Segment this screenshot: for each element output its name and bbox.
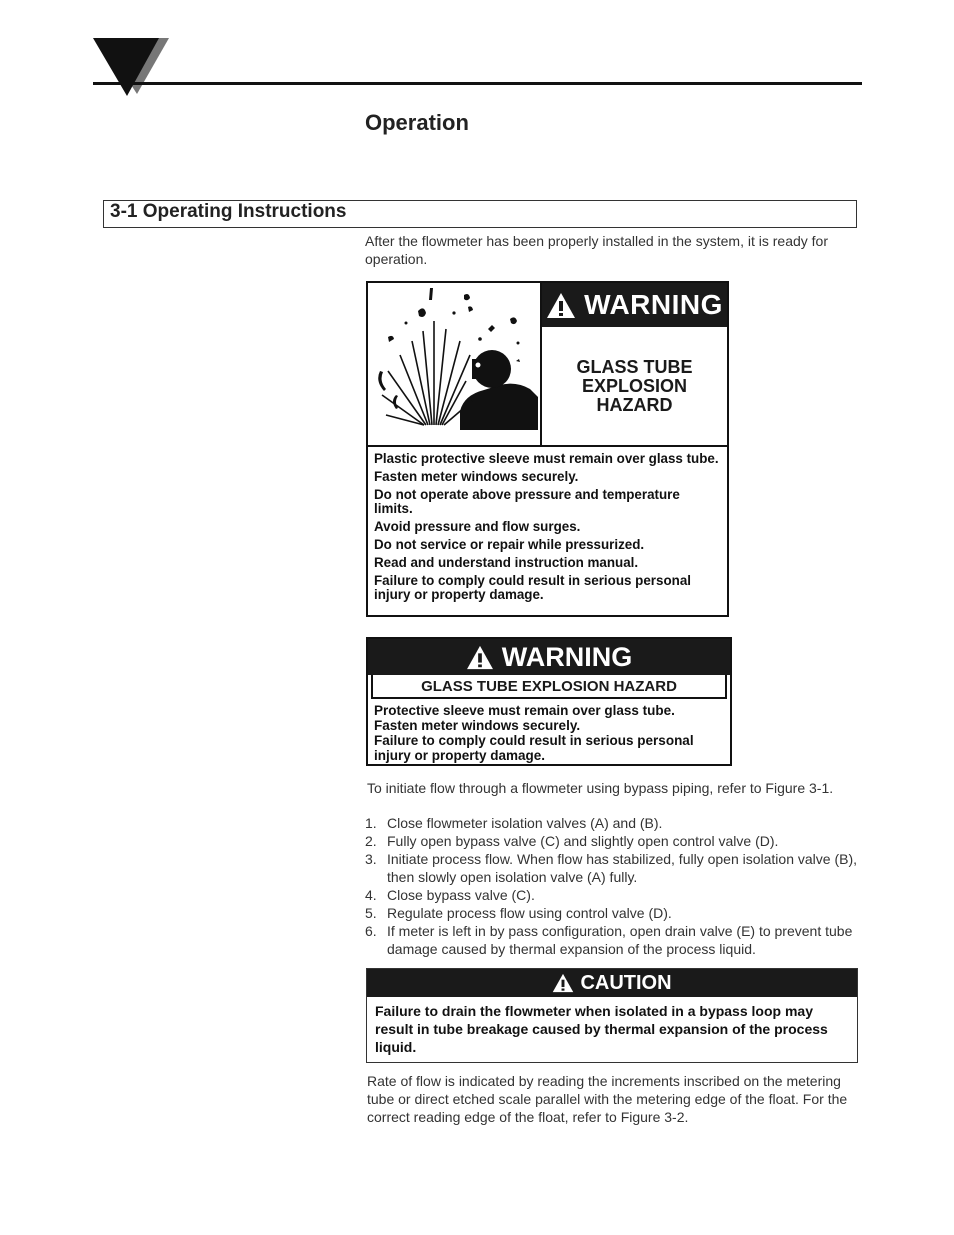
list-item: [365, 832, 860, 850]
step-text: Initiate process flow. When flow has stabilized, fully open isolation valve (B), then slowly open isolation valve (A) fully.: [387, 851, 858, 885]
flow-rate-paragraph: Rate of flow is indicated by reading the increments inscribed on the metering tube or direct etched scale parallel with the metering edge of the float. For the correct reading edge of the float, refer to Figure 3-2.: [367, 1073, 848, 1125]
caution-heading: CAUTION: [580, 971, 672, 994]
warning-heading: WARNING: [501, 641, 633, 672]
triangle-logo-icon: [93, 36, 169, 98]
warning-triangle-icon: [466, 645, 494, 670]
warning-triangle-icon: [546, 292, 576, 319]
caution-text: Failure to drain the flowmeter when isolated in a bypass loop may result in tube breakage caused by thermal expansion of the process liquid.: [375, 1003, 828, 1055]
warning-heading: WARNING: [584, 289, 723, 320]
warning-item: Do not operate above pressure and temperature limits.: [374, 487, 680, 516]
section-title: 3-1 Operating Instructions: [110, 201, 347, 222]
step-text: Close flowmeter isolation valves (A) and (B).: [387, 815, 663, 831]
step-number: 2.: [365, 833, 377, 849]
warning-line: Failure to comply could result in serious personal injury or property damage.: [374, 733, 694, 763]
hazard-text: GLASS TUBE EXPLOSION HAZARD: [576, 356, 693, 415]
procedure-steps: [365, 814, 860, 958]
warning-item: Failure to comply could result in serious personal injury or property damage.: [374, 573, 691, 602]
caution-box: [366, 968, 858, 1063]
step-text: If meter is left in by pass configuration, open drain valve (E) to prevent tube damage caused by thermal expansion of the process liquid.: [387, 923, 853, 957]
step-text: Fully open bypass valve (C) and slightly open control valve (D).: [387, 833, 779, 849]
warning-line: Fasten meter windows securely.: [374, 718, 581, 733]
warning-label-small: [366, 637, 732, 766]
warning-line: Protective sleeve must remain over glass tube.: [374, 703, 675, 718]
step-number: 5.: [365, 905, 377, 921]
step-text: Regulate process flow using control valve (D).: [387, 905, 672, 921]
caution-triangle-icon: [552, 973, 574, 993]
step-number: 3.: [365, 851, 377, 867]
list-item: [365, 814, 860, 832]
chapter-title: Operation: [365, 110, 469, 135]
warning-item: Fasten meter windows securely.: [374, 469, 579, 484]
warning-header: [368, 639, 730, 675]
step-number: 4.: [365, 887, 377, 903]
bypass-paragraph: To initiate flow through a flowmeter using bypass piping, refer to Figure 3-1.: [367, 780, 834, 796]
list-item: [365, 886, 860, 904]
list-item: [365, 922, 860, 958]
warning-item: Plastic protective sleeve must remain over glass tube.: [374, 451, 719, 466]
step-number: 6.: [365, 923, 377, 939]
list-item: [365, 850, 860, 886]
header-rule: [93, 82, 862, 85]
warning-item: Read and understand instruction manual.: [374, 555, 639, 570]
intro-paragraph: After the flowmeter has been properly installed in the system, it is ready for operation.: [365, 233, 828, 267]
warning-label-large: [366, 281, 729, 617]
list-item: [365, 904, 860, 922]
warning-item: Avoid pressure and flow surges.: [374, 519, 581, 534]
caution-header: [367, 969, 857, 997]
warning-instructions: [374, 703, 726, 763]
warning-instructions: [368, 445, 727, 615]
step-number: 1.: [365, 815, 377, 831]
explosion-illustration: [368, 283, 542, 445]
warning-header: [542, 283, 727, 327]
glass-explosion-icon: [368, 283, 538, 443]
warning-item: Do not service or repair while pressurized.: [374, 537, 645, 552]
hazard-title: [542, 327, 727, 445]
step-text: Close bypass valve (C).: [387, 887, 535, 903]
hazard-title: GLASS TUBE EXPLOSION HAZARD: [371, 675, 727, 699]
